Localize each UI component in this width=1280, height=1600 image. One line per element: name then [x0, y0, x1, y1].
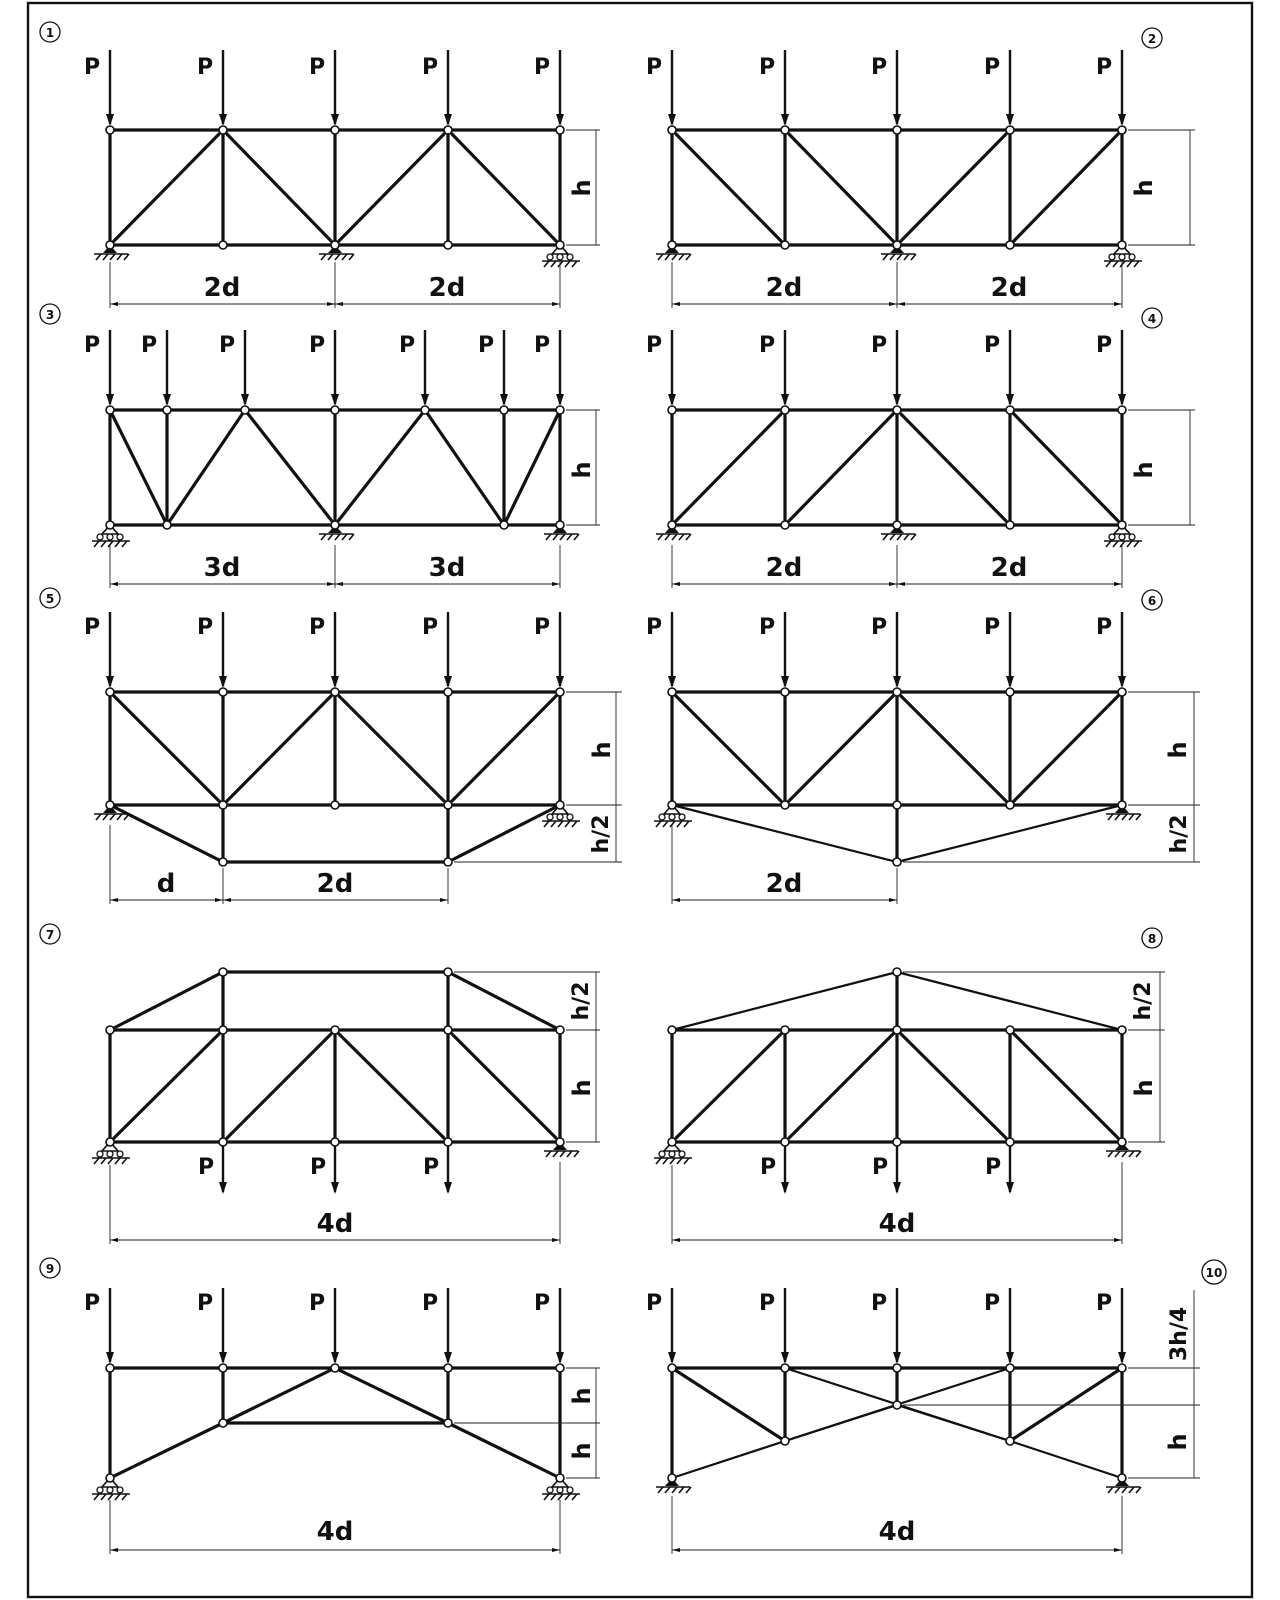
- load-arrow: [106, 612, 114, 688]
- problem-number-7: [40, 924, 60, 944]
- load-label: P: [1095, 333, 1113, 358]
- load-arrow: [668, 50, 676, 126]
- svg-text:2d: 2d: [428, 273, 466, 303]
- load-label: P: [533, 615, 551, 640]
- load-arrow: [444, 50, 452, 126]
- height-dimension: [566, 410, 600, 525]
- load-arrow: [893, 1288, 901, 1364]
- load-arrow: [106, 1288, 114, 1364]
- height-dimension: [903, 1290, 1200, 1478]
- problem-number-8: [1142, 928, 1162, 948]
- svg-text:h/2: h/2: [589, 814, 614, 854]
- span-dimension: [110, 825, 448, 904]
- load-arrow: [331, 1146, 339, 1194]
- problem-number-9: [40, 1258, 60, 1278]
- load-arrow: [1006, 1146, 1014, 1194]
- load-label: P: [645, 333, 663, 358]
- load-label: P: [421, 55, 439, 80]
- problem-number-4: [1142, 308, 1162, 328]
- load-label: P: [983, 1291, 1001, 1316]
- load-label: P: [758, 1291, 776, 1316]
- load-label: P: [309, 1155, 327, 1180]
- svg-text:2d: 2d: [990, 553, 1028, 583]
- svg-text:h: h: [1164, 1433, 1192, 1451]
- load-arrow: [444, 1288, 452, 1364]
- svg-text:10: 10: [1205, 1266, 1223, 1280]
- svg-text:8: 8: [1147, 932, 1157, 946]
- load-label: P: [870, 333, 888, 358]
- load-label: P: [870, 615, 888, 640]
- svg-text:4d: 4d: [316, 1517, 354, 1547]
- load-arrow: [556, 50, 564, 126]
- problem-number-5: [40, 588, 60, 608]
- load-label: P: [533, 333, 551, 358]
- load-label: P: [196, 55, 214, 80]
- problem-number-6: [1142, 590, 1162, 610]
- load-arrow: [331, 330, 339, 406]
- svg-text:2d: 2d: [990, 273, 1028, 303]
- svg-text:3d: 3d: [428, 553, 466, 583]
- load-label: P: [477, 333, 495, 358]
- svg-text:2d: 2d: [765, 869, 803, 899]
- svg-text:h: h: [568, 1079, 596, 1097]
- load-arrow: [893, 1146, 901, 1194]
- load-arrow: [781, 612, 789, 688]
- truss-1: [84, 50, 600, 308]
- load-label: P: [83, 1291, 101, 1316]
- load-arrow: [893, 612, 901, 688]
- svg-text:h: h: [568, 179, 596, 197]
- load-arrow: [668, 612, 676, 688]
- truss-5: [84, 612, 622, 904]
- svg-text:h: h: [568, 461, 596, 479]
- load-arrow: [1118, 612, 1126, 688]
- load-arrow: [163, 330, 171, 406]
- load-arrow: [1118, 50, 1126, 126]
- load-arrow: [1006, 1288, 1014, 1364]
- load-arrow: [893, 50, 901, 126]
- load-label: P: [533, 1291, 551, 1316]
- height-dimension: [903, 692, 1200, 862]
- svg-text:1: 1: [45, 26, 55, 40]
- load-label: P: [1095, 1291, 1113, 1316]
- truss-8: [654, 968, 1165, 1244]
- svg-text:h/2: h/2: [1167, 814, 1192, 854]
- problem-number-2: [1142, 28, 1162, 48]
- load-label: P: [870, 55, 888, 80]
- load-arrow: [219, 612, 227, 688]
- svg-text:2d: 2d: [203, 273, 241, 303]
- svg-text:4d: 4d: [878, 1209, 916, 1239]
- load-label: P: [1095, 615, 1113, 640]
- svg-text:9: 9: [45, 1262, 55, 1276]
- load-arrow: [444, 612, 452, 688]
- load-arrow: [219, 1146, 227, 1194]
- load-arrow: [331, 1288, 339, 1364]
- load-arrow: [219, 1288, 227, 1364]
- load-arrow: [781, 1288, 789, 1364]
- svg-text:h: h: [568, 1442, 596, 1460]
- load-arrow: [781, 1146, 789, 1194]
- svg-text:6: 6: [1147, 594, 1157, 608]
- load-label: P: [983, 333, 1001, 358]
- svg-text:3h/4: 3h/4: [1167, 1306, 1192, 1362]
- load-label: P: [83, 615, 101, 640]
- load-label: P: [140, 333, 158, 358]
- load-label: P: [1095, 55, 1113, 80]
- svg-text:h: h: [588, 741, 616, 759]
- svg-text:3: 3: [45, 308, 55, 322]
- svg-text:h: h: [1164, 741, 1192, 759]
- load-label: P: [308, 615, 326, 640]
- height-dimension: [903, 972, 1165, 1142]
- svg-text:4d: 4d: [878, 1517, 916, 1547]
- load-label: P: [308, 1291, 326, 1316]
- load-label: P: [533, 55, 551, 80]
- svg-text:7: 7: [45, 928, 55, 942]
- load-label: P: [197, 1155, 215, 1180]
- svg-text:h: h: [568, 1387, 596, 1405]
- truss-3: [84, 330, 600, 588]
- span-dimension: [110, 545, 560, 588]
- load-arrow: [1118, 1288, 1126, 1364]
- span-dimension: [672, 262, 1122, 308]
- svg-text:4: 4: [1147, 312, 1157, 326]
- load-arrow: [241, 330, 249, 406]
- svg-text:4d: 4d: [316, 1209, 354, 1239]
- load-label: P: [758, 55, 776, 80]
- svg-text:h: h: [1130, 461, 1158, 479]
- truss-6: [646, 612, 1200, 904]
- svg-text:2d: 2d: [765, 553, 803, 583]
- svg-text:h/2: h/2: [569, 981, 594, 1021]
- load-arrow: [421, 330, 429, 406]
- svg-text:h: h: [1130, 179, 1158, 197]
- height-dimension: [1128, 130, 1195, 245]
- load-arrow: [331, 612, 339, 688]
- load-label: P: [421, 1291, 439, 1316]
- load-label: P: [983, 615, 1001, 640]
- load-label: P: [645, 55, 663, 80]
- load-arrow: [1006, 612, 1014, 688]
- span-dimension: [110, 1500, 560, 1554]
- load-arrow: [893, 330, 901, 406]
- problem-number-10: [1202, 1260, 1226, 1284]
- truss-2: [646, 50, 1195, 308]
- svg-text:2: 2: [1147, 32, 1157, 46]
- problem-number-3: [40, 304, 60, 324]
- svg-text:h/2: h/2: [1131, 981, 1156, 1021]
- load-arrow: [556, 612, 564, 688]
- svg-text:2d: 2d: [316, 869, 354, 899]
- load-label: P: [759, 1155, 777, 1180]
- load-label: P: [758, 333, 776, 358]
- load-label: P: [83, 55, 101, 80]
- load-arrow: [444, 1146, 452, 1194]
- load-arrow: [106, 50, 114, 126]
- height-dimension: [454, 692, 622, 862]
- page-frame: [28, 3, 1252, 1597]
- svg-text:3d: 3d: [203, 553, 241, 583]
- height-dimension: [1128, 410, 1195, 525]
- height-dimension: [566, 130, 600, 245]
- load-arrow: [781, 330, 789, 406]
- truss-7: [92, 968, 600, 1244]
- load-label: P: [83, 333, 101, 358]
- svg-text:d: d: [156, 869, 176, 899]
- load-arrow: [106, 330, 114, 406]
- load-label: P: [398, 333, 416, 358]
- load-arrow: [556, 330, 564, 406]
- load-label: P: [758, 615, 776, 640]
- truss-9: [84, 1288, 600, 1554]
- load-arrow: [781, 50, 789, 126]
- load-label: P: [984, 1155, 1002, 1180]
- load-label: P: [196, 615, 214, 640]
- load-label: P: [308, 55, 326, 80]
- load-arrow: [219, 50, 227, 126]
- svg-text:5: 5: [45, 592, 55, 606]
- load-arrow: [1006, 330, 1014, 406]
- span-dimension: [672, 825, 897, 904]
- load-arrow: [331, 50, 339, 126]
- load-label: P: [983, 55, 1001, 80]
- truss-10: [646, 1288, 1200, 1554]
- load-arrow: [668, 1288, 676, 1364]
- load-label: P: [421, 615, 439, 640]
- load-label: P: [196, 1291, 214, 1316]
- load-label: P: [645, 615, 663, 640]
- truss-4: [646, 330, 1195, 588]
- span-dimension: [110, 262, 560, 308]
- problem-number-1: [40, 22, 60, 42]
- load-label: P: [218, 333, 236, 358]
- load-label: P: [422, 1155, 440, 1180]
- load-arrow: [1118, 330, 1126, 406]
- load-label: P: [870, 1291, 888, 1316]
- svg-text:h: h: [1130, 1079, 1158, 1097]
- load-label: P: [871, 1155, 889, 1180]
- span-dimension: [672, 1496, 1122, 1554]
- load-arrow: [556, 1288, 564, 1364]
- span-dimension: [672, 545, 1122, 588]
- load-label: P: [645, 1291, 663, 1316]
- load-arrow: [500, 330, 508, 406]
- load-arrow: [1006, 50, 1014, 126]
- load-label: P: [308, 333, 326, 358]
- svg-text:2d: 2d: [765, 273, 803, 303]
- load-arrow: [668, 330, 676, 406]
